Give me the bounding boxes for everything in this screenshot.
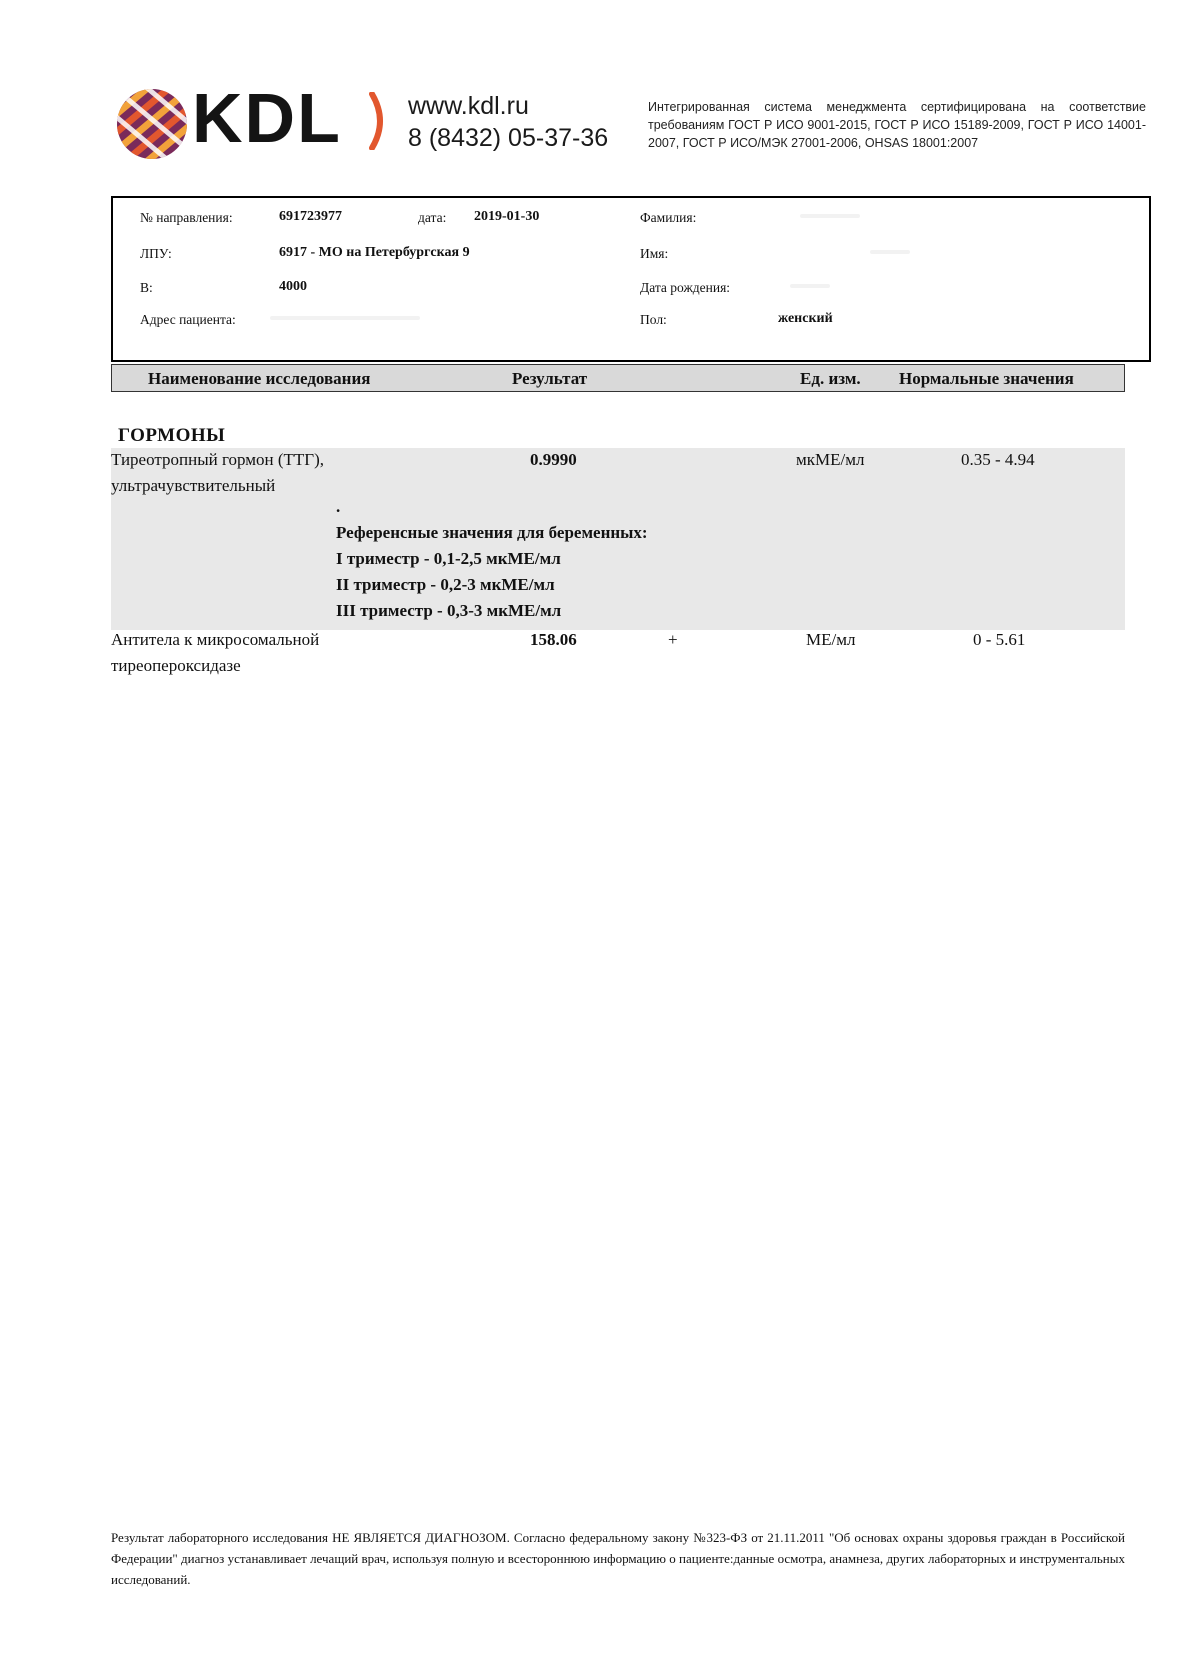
sex-label: Пол:: [640, 312, 667, 327]
website-link[interactable]: www.kdl.ru: [408, 92, 529, 120]
b-value: 4000: [279, 279, 307, 294]
date-label: дата:: [418, 210, 447, 225]
column-header-name: Наименование исследования: [148, 369, 371, 388]
redacted-surname: [800, 214, 860, 218]
reference-line-1: I триместр - 0,1-2,5 мкМЕ/мл: [336, 549, 561, 568]
reference-title: Референсные значения для беременных:: [336, 523, 648, 542]
phone-number: 8 (8432) 05-37-36: [408, 124, 609, 152]
redacted-address: [270, 316, 420, 320]
row-norm: 0.35 - 4.94: [961, 450, 1035, 469]
sex-value: женский: [778, 311, 833, 326]
row-result: 158.06: [530, 630, 577, 649]
referral-value: 691723977: [279, 209, 342, 224]
column-header-norm: Нормальные значения: [899, 369, 1074, 388]
section-title: ГОРМОНЫ: [118, 425, 226, 446]
row-name-line1: Антитела к микросомальной: [111, 630, 320, 649]
row-name-line2: ультрачувствительный: [111, 476, 276, 495]
date-value: 2019-01-30: [474, 209, 540, 224]
row-flag: +: [668, 630, 678, 649]
chevron-right-icon: [368, 92, 390, 150]
row-result: 0.9990: [530, 450, 577, 469]
disclaimer-footer: Результат лабораторного исследования НЕ ЯВЛЯЕТСЯ ДИАГНОЗОМ. Согласно федеральному закону №323-ФЗ от 21.11.2011 "Об основах охраны здоровья граждан в Российской Федерации" диагноз устанавливает лечащий врач, используя полную и всестороннюю информацию о пациенте:данные осмотра, анамнеза, других лабораторных и инструментальных исследований.: [111, 1530, 1125, 1587]
reference-dot: .: [336, 497, 341, 516]
reference-line-2: II триместр - 0,2-3 мкМЕ/мл: [336, 575, 555, 594]
column-header-unit: Ед. изм.: [800, 369, 861, 388]
row-name-line2: тиреопероксидазе: [111, 656, 241, 675]
row-norm: 0 - 5.61: [973, 630, 1026, 649]
b-label: В:: [140, 280, 153, 295]
address-label: Адрес пациента:: [140, 312, 236, 327]
redacted-birth-date: [790, 284, 830, 288]
row-unit: мкМЕ/мл: [796, 450, 865, 469]
referral-label: № направления:: [140, 210, 233, 225]
birth-date-label: Дата рождения:: [640, 280, 731, 295]
name-label: Имя:: [640, 246, 669, 261]
redacted-name: [870, 250, 910, 254]
row-unit: МЕ/мл: [806, 630, 856, 649]
lpu-value: 6917 - МО на Петербургская 9: [279, 245, 470, 260]
column-header-result: Результат: [512, 369, 588, 388]
kdl-logo-icon: [116, 88, 188, 160]
reference-line-3: III триместр - 0,3-3 мкМЕ/мл: [336, 601, 562, 620]
row-name-line1: Тиреотропный гормон (ТТГ),: [111, 450, 325, 469]
certification-text: Интегрированная система менеджмента сертифицирована на соответствие требованиям ГОСТ Р ИСО 9001-2015, ГОСТ Р ИСО 15189-2009, ГОСТ Р ИСО 14001-2007, ГОСТ Р ИСО/МЭК 27001-2006, OHSAS 18001:2007: [648, 100, 1146, 150]
lpu-label: ЛПУ:: [140, 246, 172, 261]
surname-label: Фамилия:: [640, 210, 697, 225]
brand-name: KDL: [192, 79, 342, 157]
patient-info-box: [111, 196, 1151, 362]
